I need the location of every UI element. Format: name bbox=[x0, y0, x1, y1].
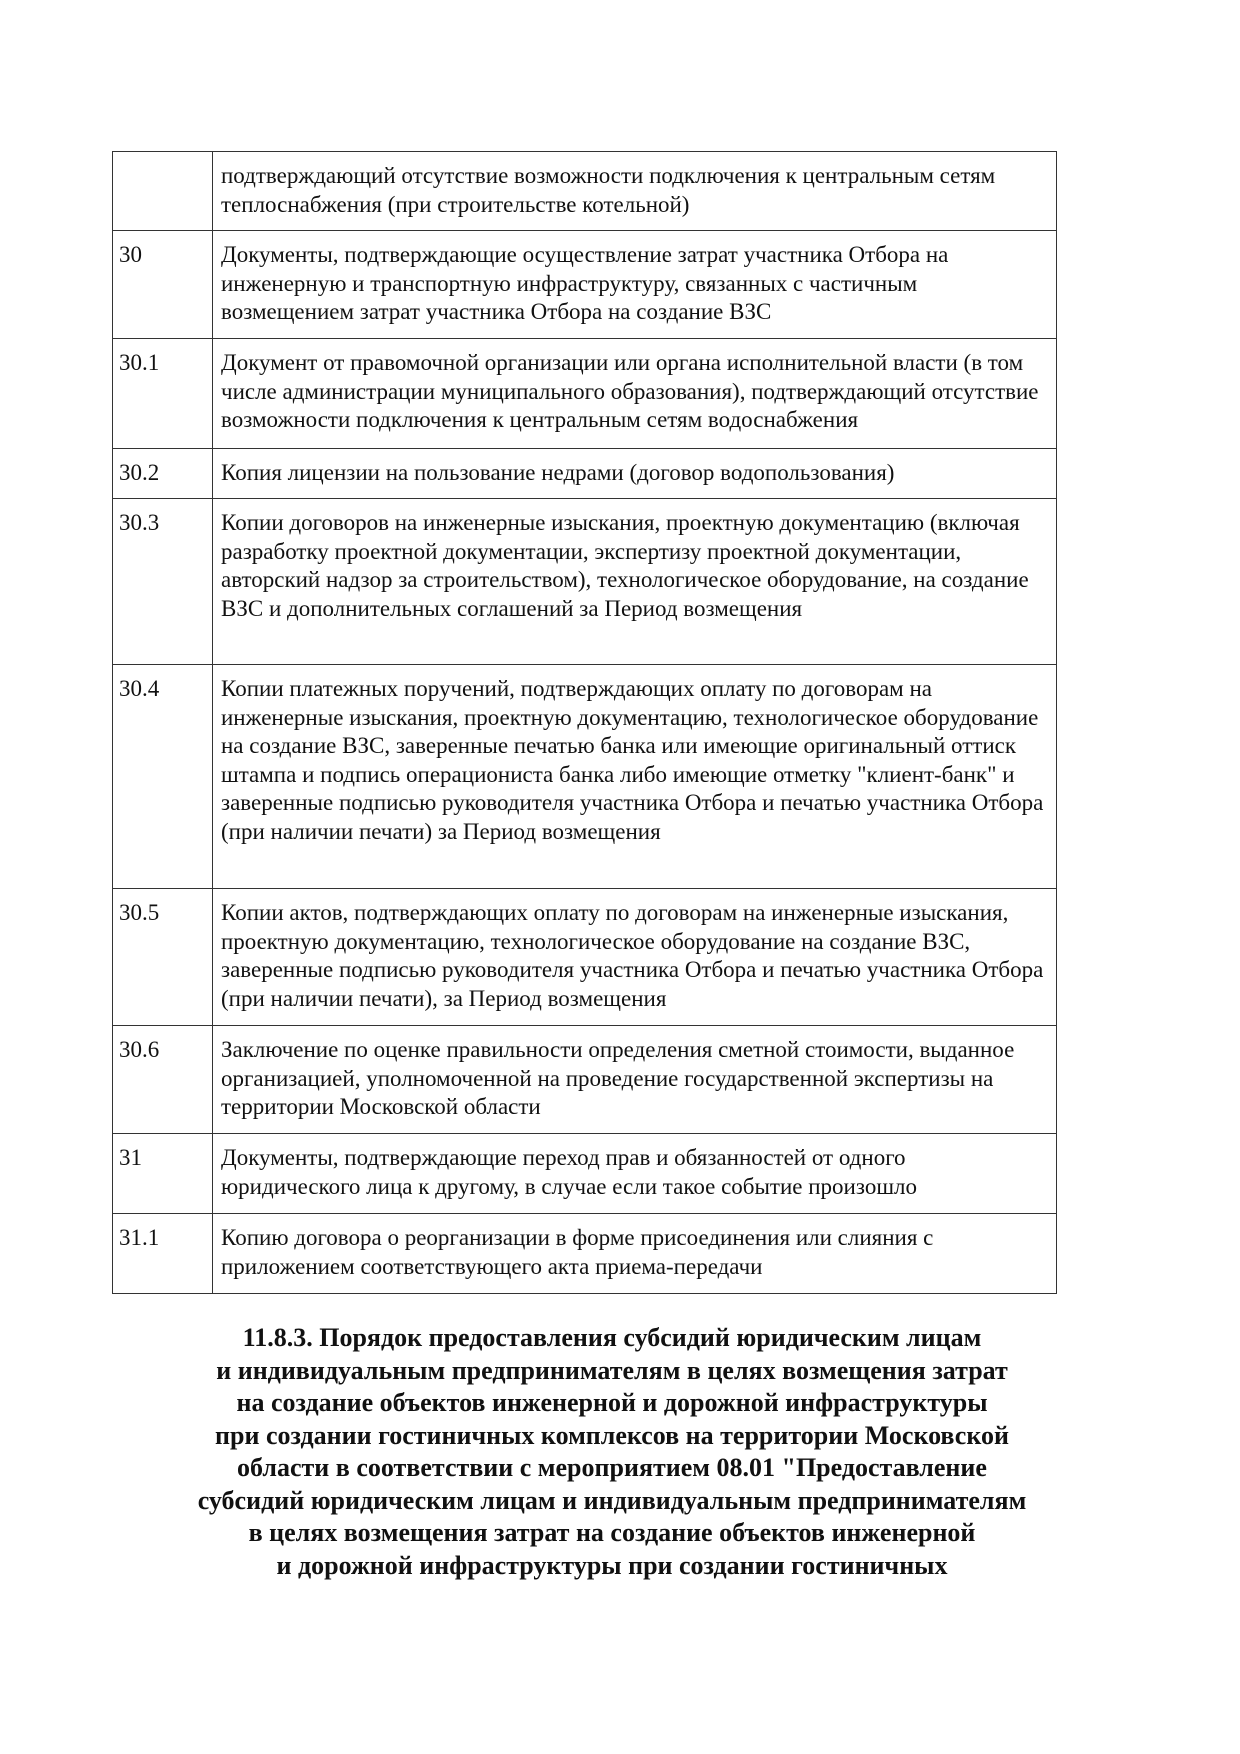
table-row bbox=[113, 1026, 1057, 1134]
table-row bbox=[113, 449, 1057, 499]
row-description: Заключение по оценке правильности определения сметной стоимости, выданное организацией, уполномоченной на проведение государственной экспертизы на территории Московской области bbox=[213, 1026, 1057, 1134]
row-number: 30.4 bbox=[113, 665, 213, 889]
row-number: 31.1 bbox=[113, 1214, 213, 1294]
row-description: Документ от правомочной организации или органа исполнительной власти (в том числе администрации муниципального образования), подтверждающий отсутствие возможности подключения к центральным сетям водоснабжения bbox=[213, 339, 1057, 449]
row-number: 30.5 bbox=[113, 889, 213, 1026]
row-description: Копии актов, подтверждающих оплату по договорам на инженерные изыскания, проектную документацию, технологическое оборудование на создание ВЗС, заверенные подписью руководителя участника Отбора и печатью участника Отбора (при наличии печати), за Период возмещения bbox=[213, 889, 1057, 1026]
heading-line: и дорожной инфраструктуры при создании гостиничных bbox=[276, 1550, 948, 1580]
table-row bbox=[113, 499, 1057, 665]
row-number: 30 bbox=[113, 231, 213, 339]
row-description: Копии договоров на инженерные изыскания, проектную документацию (включая разработку проектной документации, экспертизу проектной документации, авторский надзор за строительством), технологическое оборудование, на создание ВЗС и дополнительных соглашений за Период возмещения bbox=[213, 499, 1057, 665]
row-description: Документы, подтверждающие переход прав и обязанностей от одного юридического лица к другому, в случае если такое событие произошло bbox=[213, 1134, 1057, 1214]
row-description: Копия лицензии на пользование недрами (договор водопользования) bbox=[213, 449, 1057, 499]
row-description: Копию договора о реорганизации в форме присоединения или слияния с приложением соответствующего акта приема-передачи bbox=[213, 1214, 1057, 1294]
section-heading bbox=[112, 1322, 1112, 1582]
table-row bbox=[113, 1134, 1057, 1214]
documents-table bbox=[112, 151, 1057, 1294]
row-number: 31 bbox=[113, 1134, 213, 1214]
row-number: 30.6 bbox=[113, 1026, 213, 1134]
table-row bbox=[113, 231, 1057, 339]
table-row bbox=[113, 152, 1057, 231]
row-number: 30.1 bbox=[113, 339, 213, 449]
table-row bbox=[113, 665, 1057, 889]
table-row bbox=[113, 339, 1057, 449]
heading-line: при создании гостиничных комплексов на территории Московской bbox=[215, 1420, 1009, 1450]
row-description: Документы, подтверждающие осуществление затрат участника Отбора на инженерную и транспортную инфраструктуру, связанных с частичным возмещением затрат участника Отбора на создание ВЗС bbox=[213, 231, 1057, 339]
heading-line: на создание объектов инженерной и дорожной инфраструктуры bbox=[236, 1388, 988, 1417]
table-row bbox=[113, 889, 1057, 1026]
heading-line: субсидий юридическим лицам и индивидуальным предпринимателям bbox=[197, 1485, 1027, 1515]
heading-line: области в соответствии с мероприятием 08.01 "Предоставление bbox=[237, 1453, 987, 1482]
row-number: 30.3 bbox=[113, 499, 213, 665]
row-number bbox=[113, 152, 213, 231]
heading-line: 11.8.3. Порядок предоставления субсидий юридическим лицам bbox=[242, 1323, 982, 1352]
row-description: Копии платежных поручений, подтверждающих оплату по договорам на инженерные изыскания, проектную документацию, технологическое оборудование на создание ВЗС, заверенные печатью банка или имеющие оригинальный оттиск штампа и подпись операциониста банка либо имеющие отметку "клиент-банк" и заверенные подписью руководителя участника Отбора и печатью участника Отбора (при наличии печати) за Период возмещения bbox=[213, 665, 1057, 889]
row-number: 30.2 bbox=[113, 449, 213, 499]
heading-line: и индивидуальным предпринимателям в целях возмещения затрат bbox=[216, 1355, 1008, 1385]
table-row bbox=[113, 1214, 1057, 1294]
heading-line: в целях возмещения затрат на создание объектов инженерной bbox=[248, 1518, 976, 1547]
row-description: подтверждающий отсутствие возможности подключения к центральным сетям теплоснабжения (при строительстве котельной) bbox=[213, 152, 1057, 231]
